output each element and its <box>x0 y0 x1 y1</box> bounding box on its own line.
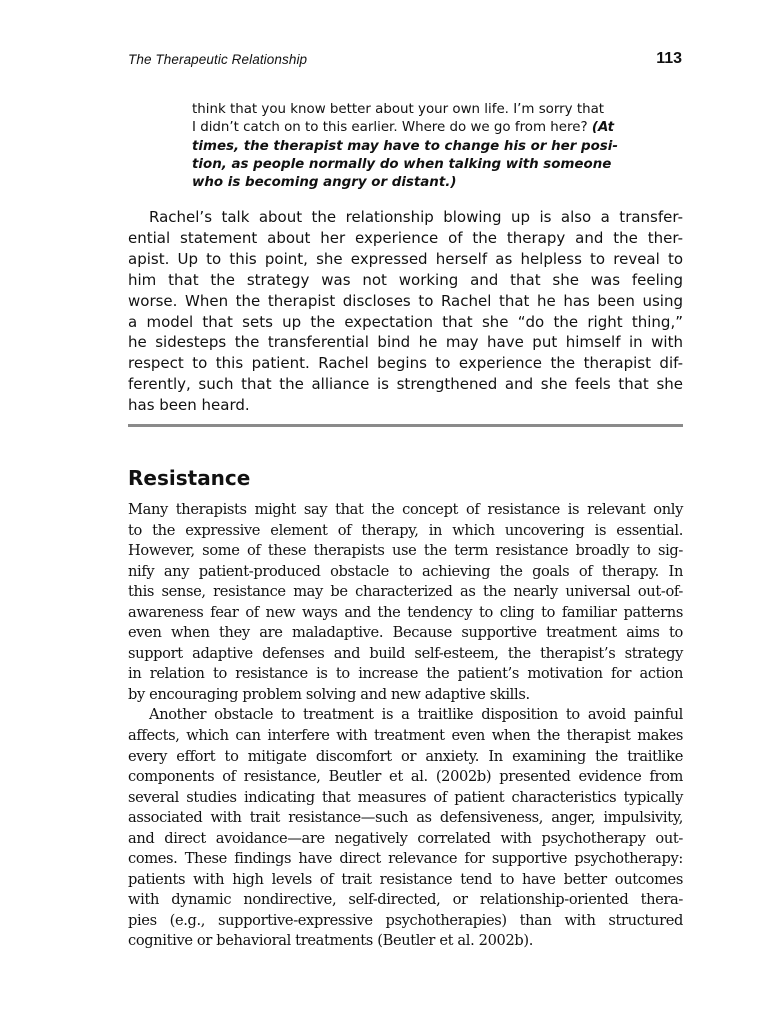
paragraph-line: apist. Up to this point, she expressed herself as helpless to reveal to <box>128 249 683 268</box>
page-number: 113 <box>656 50 682 67</box>
body-line: and direct avoidance—are negatively correlated with psychotherapy out- <box>128 829 683 847</box>
paragraph-line: worse. When the therapist discloses to Rachel that he has been using <box>128 291 683 310</box>
body-line: even when they are maladaptive. Because supportive treatment aims to <box>128 624 683 642</box>
body-line: with dynamic nondirective, self-directed, or relationship-oriented thera- <box>128 891 683 909</box>
page-header <box>128 52 682 74</box>
body-line: awareness fear of new ways and the tendency to cling to familiar patterns <box>128 603 683 621</box>
paragraph-line: respect to this patient. Rachel begins to experience the therapist dif- <box>128 354 683 373</box>
body-line: associated with trait resistance—such as defensiveness, anger, impulsivity, <box>128 809 683 827</box>
discussion-paragraph <box>128 207 683 416</box>
paragraph-line: he sidesteps the transferential bind he may have put himself in with <box>128 333 683 352</box>
body-line: components of resistance, Beutler et al. (2002b) presented evidence from <box>128 768 683 786</box>
body-line: cognitive or behavioral treatments (Beutler et al. 2002b). <box>128 932 534 950</box>
quote-aside-line: times, the therapist may have to change his or her posi- <box>192 138 618 154</box>
body-line: several studies indicating that measures of patient characteristics typically <box>128 788 683 806</box>
body-line: affects, which can interfere with treatment even when the therapist makes <box>128 727 683 745</box>
paragraph-line: Rachel’s talk about the relationship blowing up is also a transfer- <box>149 208 683 226</box>
body-line: every effort to mitigate discomfort or anxiety. In examining the traitlike <box>128 747 683 765</box>
paragraph-line: him that the strategy was not working and that she was feeling <box>128 270 683 289</box>
body-line: by encouraging problem solving and new adaptive skills. <box>128 685 530 703</box>
quote-aside-inline: (At <box>591 120 614 136</box>
paragraph-line: has been heard. <box>128 396 250 415</box>
quote-aside-line: tion, as people normally do when talking with someone <box>192 156 612 172</box>
quote-line <box>192 119 652 137</box>
body-line: Another obstacle to treatment is a traitlike disposition to avoid painful <box>149 706 683 724</box>
body-line: comes. These findings have direct relevance for supportive psychotherapy: <box>128 850 683 868</box>
quote-aside-line: who is becoming angry or distant.) <box>192 175 457 191</box>
running-head: The Therapeutic Relationship <box>128 52 308 67</box>
body-line: pies (e.g., supportive-expressive psychotherapies) than with structured <box>128 911 683 929</box>
section-divider <box>128 424 683 427</box>
body-line: to the expressive element of therapy, in which uncovering is essential. <box>128 521 683 539</box>
paragraph-line: ential statement about her experience of the therapy and the ther- <box>128 228 683 247</box>
body-line: nify any patient-produced obstacle to achieving the goals of therapy. In <box>128 562 683 580</box>
body-line: in relation to resistance is to increase the patient’s motivation for action <box>128 665 683 683</box>
paragraph-line: a model that sets up the expectation that she “do the right thing,” <box>128 312 683 331</box>
quote-line: think that you know better about your own life. I’m sorry that <box>192 102 605 117</box>
body-line: However, some of these therapists use the term resistance broadly to sig- <box>128 542 683 560</box>
section-heading: Resistance <box>128 466 251 490</box>
paragraph-line: ferently, such that the alliance is strengthened and she feels that she <box>128 375 683 394</box>
section-body <box>128 500 683 952</box>
body-line: patients with high levels of trait resistance tend to have better outcomes <box>128 870 683 888</box>
dialogue-excerpt <box>192 101 652 192</box>
body-line: Many therapists might say that the concept of resistance is relevant only <box>128 501 683 518</box>
body-line: this sense, resistance may be characterized as the nearly universal out-of- <box>128 583 683 601</box>
body-line: support adaptive defenses and build self-esteem, the therapist’s strategy <box>128 644 683 662</box>
quote-line-text: I didn’t catch on to this earlier. Where do we go from here? <box>192 120 588 136</box>
